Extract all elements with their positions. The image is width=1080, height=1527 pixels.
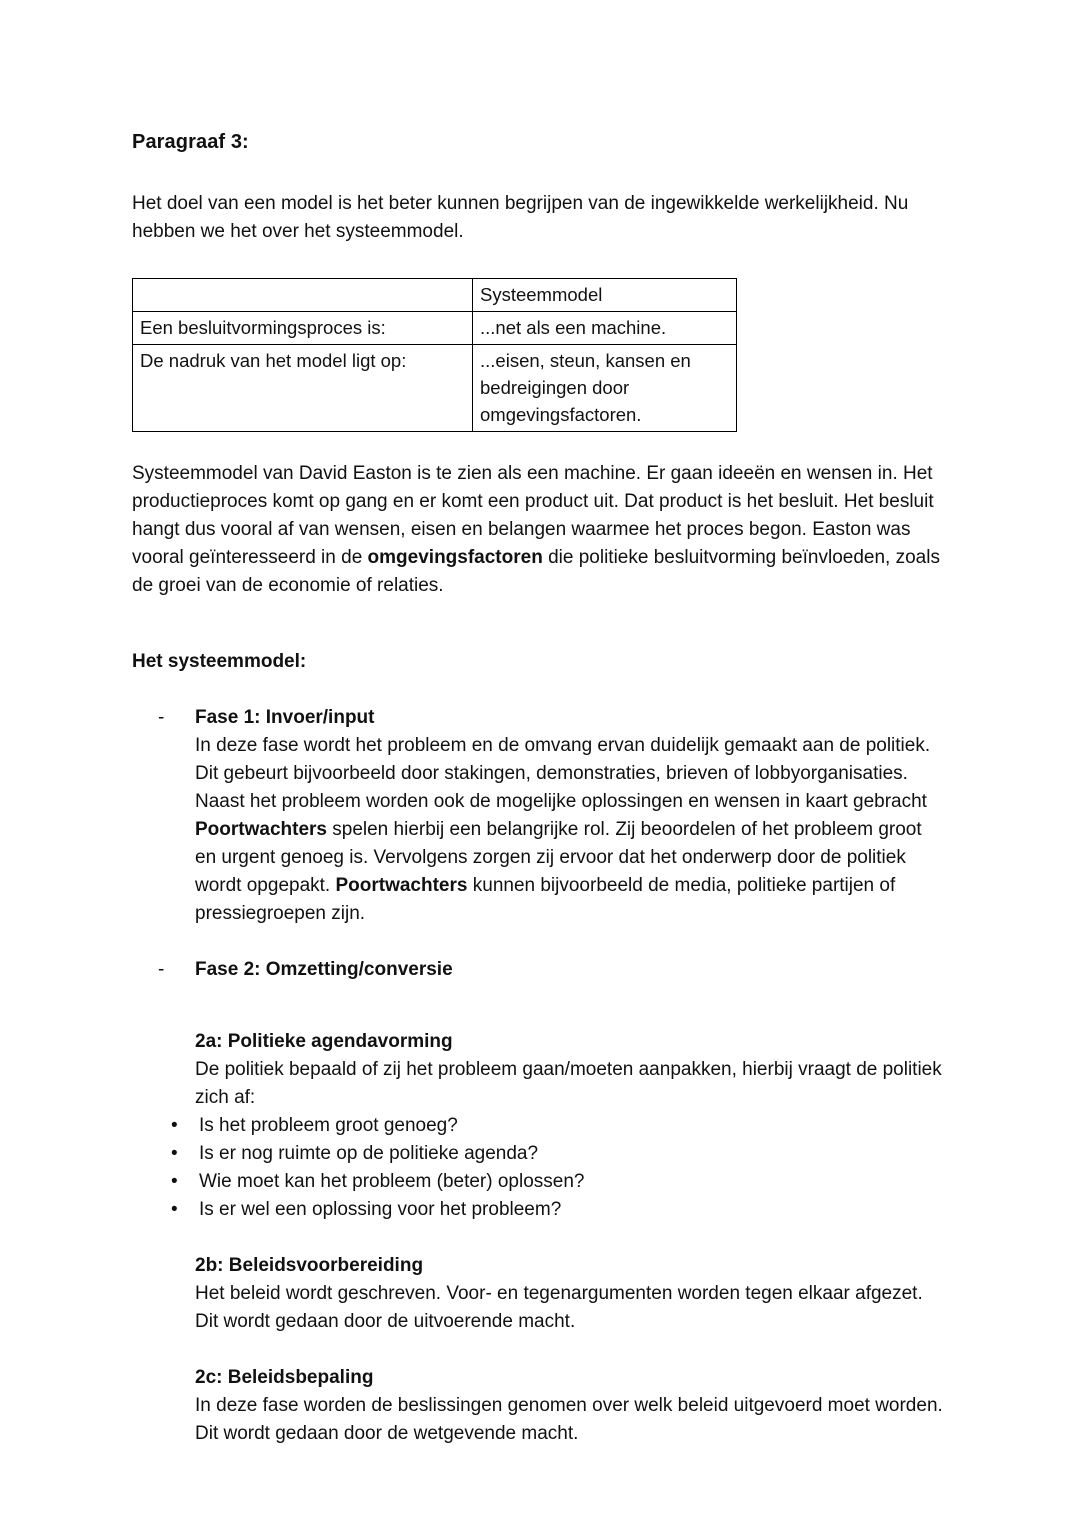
table-row: [133, 345, 737, 432]
question-text: Is er wel een oplossing voor het probleem?: [199, 1199, 562, 1220]
dash-marker-icon: -: [158, 959, 165, 980]
question-text: Wie moet kan het probleem (beter) oplossen?: [199, 1171, 585, 1192]
question-text: Is het probleem groot genoeg?: [199, 1115, 458, 1136]
spacer: [132, 676, 945, 704]
spacer: [132, 1336, 945, 1364]
table-cell-value: ...eisen, steun, kansen en bedreigingen door omgevingsfactoren.: [473, 345, 737, 432]
fase-1-item: [132, 704, 945, 928]
table-cell-label: De nadruk van het model ligt op:: [133, 345, 473, 432]
sub-2c-body: In deze fase worden de beslissingen genomen over welk beleid uitgevoerd moet worden. Dit wordt gedaan door de wetgevende macht.: [195, 1395, 943, 1444]
spacer: [132, 984, 945, 1028]
sub-2a-heading: 2a: Politieke agendavorming: [195, 1031, 453, 1052]
table-cell-label: Een besluitvormingsproces is:: [133, 312, 473, 345]
poortwachters-bold-1: Poortwachters: [195, 819, 327, 840]
bullet-dot-icon: •: [171, 1199, 178, 1220]
fase-2-item: [132, 956, 945, 984]
fase-1-body: In deze fase wordt het probleem en de omvang ervan duidelijk gemaakt aan de politiek. Dit gebeurt bijvoorbeeld door stakingen, demonstraties, brieven of lobbyorganisaties. Naast het probleem worden ook de mogelijke oplossingen en wensen in kaart gebracht: [195, 735, 931, 812]
spacer: [132, 600, 945, 648]
spacer: [132, 928, 945, 956]
table-row: [133, 312, 737, 345]
page-title: Paragraaf 3:: [132, 131, 249, 153]
poortwachters-text-1: spelen hierbij een belangrijke rol. Zij beoordelen of het probleem groot en urgent genoeg is. Vervolgens zorgen zij ervoor dat het onderwerp door de politiek wordt opgepakt.: [195, 819, 922, 896]
sub-section-2b: [132, 1252, 945, 1336]
agenda-question-list: [132, 1112, 945, 1224]
list-item: [132, 1112, 945, 1140]
poortwachters-bold-2: Poortwachters: [335, 875, 468, 896]
table-cell-value: ...net als een machine.: [473, 312, 737, 345]
fase-list: [132, 704, 945, 984]
sub-2b-heading: 2b: Beleidsvoorbereiding: [195, 1255, 424, 1276]
systeemmodel-heading: Het systeemmodel:: [132, 651, 307, 672]
table-header-row: [133, 279, 737, 312]
dash-marker-icon: -: [158, 707, 165, 728]
spacer: [132, 1224, 945, 1252]
easton-paragraph: [132, 460, 945, 600]
easton-text-part-1: Systeemmodel van David Easton is te zien als een machine. Er gaan ideeën en wensen in. Het productieproces komt op gang en er komt een product uit. Dat product is het besluit. Het besluit hangt dus vooral af van wensen, eisen en belangen waarmee het proces begon. Easton was vooral geïnteresseerd in de: [132, 463, 934, 568]
sub-section-2c: [132, 1364, 945, 1448]
bullet-dot-icon: •: [171, 1171, 178, 1192]
fase-2-title: Fase 2: Omzetting/conversie: [195, 959, 453, 980]
list-item: [132, 1196, 945, 1224]
list-item: [132, 1140, 945, 1168]
intro-paragraph: Het doel van een model is het beter kunnen begrijpen van de ingewikkelde werkelijkheid. Nu hebben we het over het systeemmodel.: [132, 193, 909, 242]
comparison-table: [132, 278, 737, 432]
fase-1-title: Fase 1: Invoer/input: [195, 707, 375, 728]
spacer: [132, 246, 945, 278]
bullet-dot-icon: •: [171, 1115, 178, 1136]
table-header-model-cell: Systeemmodel: [473, 279, 737, 312]
easton-text-part-2: die politieke besluitvorming beïnvloeden, zoals de groei van de economie of relaties.: [132, 547, 940, 596]
sub-2c-heading: 2c: Beleidsbepaling: [195, 1367, 374, 1388]
list-item: [132, 1168, 945, 1196]
sub-section-2a: [132, 1028, 945, 1112]
question-text: Is er nog ruimte op de politieke agenda?: [199, 1143, 539, 1164]
easton-bold-omgevingsfactoren: omgevingsfactoren: [367, 547, 543, 568]
poortwachters-text-2: kunnen bijvoorbeeld de media, politieke partijen of pressiegroepen zijn.: [195, 875, 896, 924]
fase-1-poortwachters: [195, 816, 945, 928]
sub-2b-body: Het beleid wordt geschreven. Voor- en tegenargumenten worden tegen elkaar afgezet. Dit wordt gedaan door de uitvoerende macht.: [195, 1283, 923, 1332]
spacer: [132, 432, 945, 460]
bullet-dot-icon: •: [171, 1143, 178, 1164]
table-header-empty-cell: [133, 279, 473, 312]
sub-2a-body: De politiek bepaald of zij het probleem gaan/moeten aanpakken, hierbij vraagt de politiek zich af:: [195, 1059, 942, 1108]
